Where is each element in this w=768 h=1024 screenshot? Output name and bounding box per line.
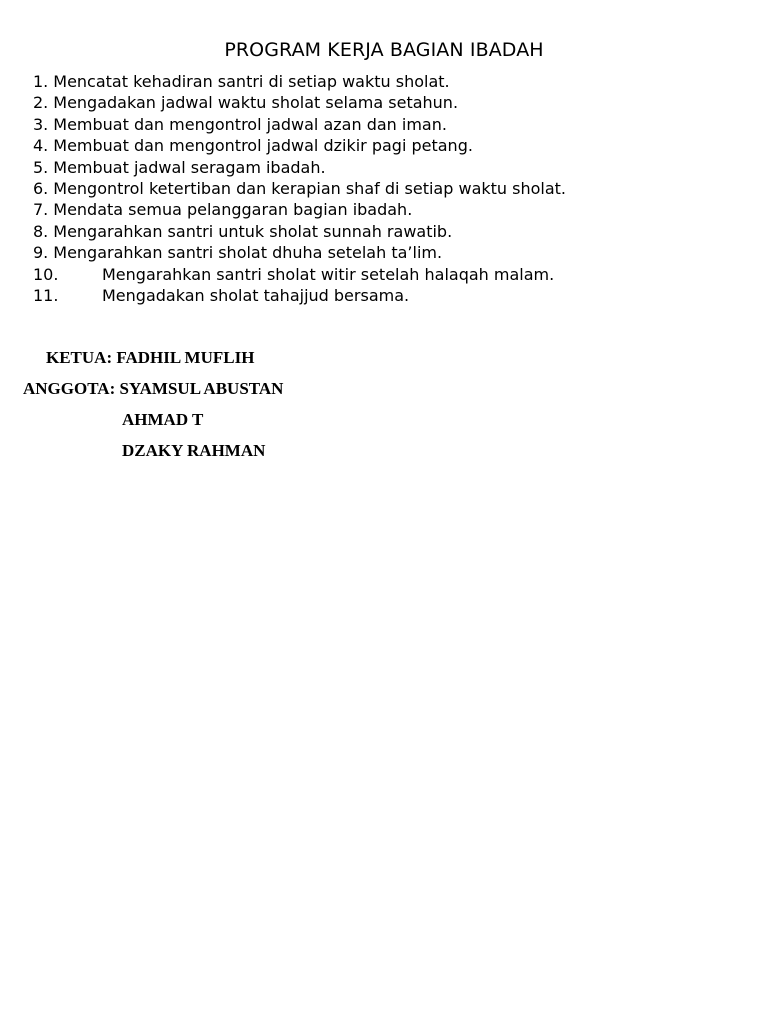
list-item <box>33 221 753 242</box>
list-item <box>33 285 753 306</box>
list-item-text: Mencatat kehadiran santri di setiap waktu sholat. <box>53 72 450 91</box>
list-item-text: Membuat dan mengontrol jadwal dzikir pagi petang. <box>53 136 473 156</box>
list-item <box>33 178 753 199</box>
list-item-number: 9. <box>33 243 49 263</box>
list-item <box>33 114 753 135</box>
list-item <box>33 199 753 220</box>
list-item-text: Membuat dan mengontrol jadwal azan dan iman. <box>53 114 447 134</box>
list-item-text: Mengadakan jadwal waktu sholat selama setahun. <box>53 93 459 113</box>
list-item <box>33 157 753 178</box>
list-item-number: 11. <box>33 286 59 306</box>
member-name: AHMAD T <box>122 410 204 429</box>
list-item-text: Mengarahkan santri untuk sholat sunnah rawatib. <box>53 221 453 241</box>
list-item-text: Membuat jadwal seragam ibadah. <box>53 157 326 177</box>
list-item-number: 3. <box>33 114 49 134</box>
list-item-text: Mengadakan sholat tahajjud bersama. <box>102 286 410 306</box>
list-item-number: 4. <box>33 136 49 156</box>
list-item-text: Mengarahkan santri sholat witir setelah halaqah malam. <box>102 264 555 284</box>
list-item-number: 8. <box>33 221 49 241</box>
list-item-text: Mengontrol ketertiban dan kerapian shaf di setiap waktu sholat. <box>53 179 567 199</box>
list-item-number: 7. <box>33 200 49 220</box>
page-title: PROGRAM KERJA BAGIAN IBADAH <box>224 39 544 61</box>
list-item-number: 1. <box>33 72 49 91</box>
list-item <box>33 264 753 285</box>
list-item-text: Mengarahkan santri sholat dhuha setelah ta’lim. <box>53 243 443 263</box>
list-item-number: 6. <box>33 179 49 199</box>
work-program-list <box>33 71 753 306</box>
list-item-number: 10. <box>33 264 59 284</box>
list-item-number: 2. <box>33 93 49 113</box>
list-item-number: 5. <box>33 157 49 177</box>
list-item-text: Mendata semua pelanggaran bagian ibadah. <box>53 200 413 220</box>
list-item <box>33 135 753 156</box>
list-item <box>33 71 753 92</box>
list-item <box>33 92 753 113</box>
members-signature: ANGGOTA: SYAMSUL ABUSTAN <box>23 379 284 398</box>
member-name: DZAKY RAHMAN <box>122 441 266 460</box>
chairman-signature: KETUA: FADHIL MUFLIH <box>46 348 255 367</box>
list-item <box>33 242 753 263</box>
